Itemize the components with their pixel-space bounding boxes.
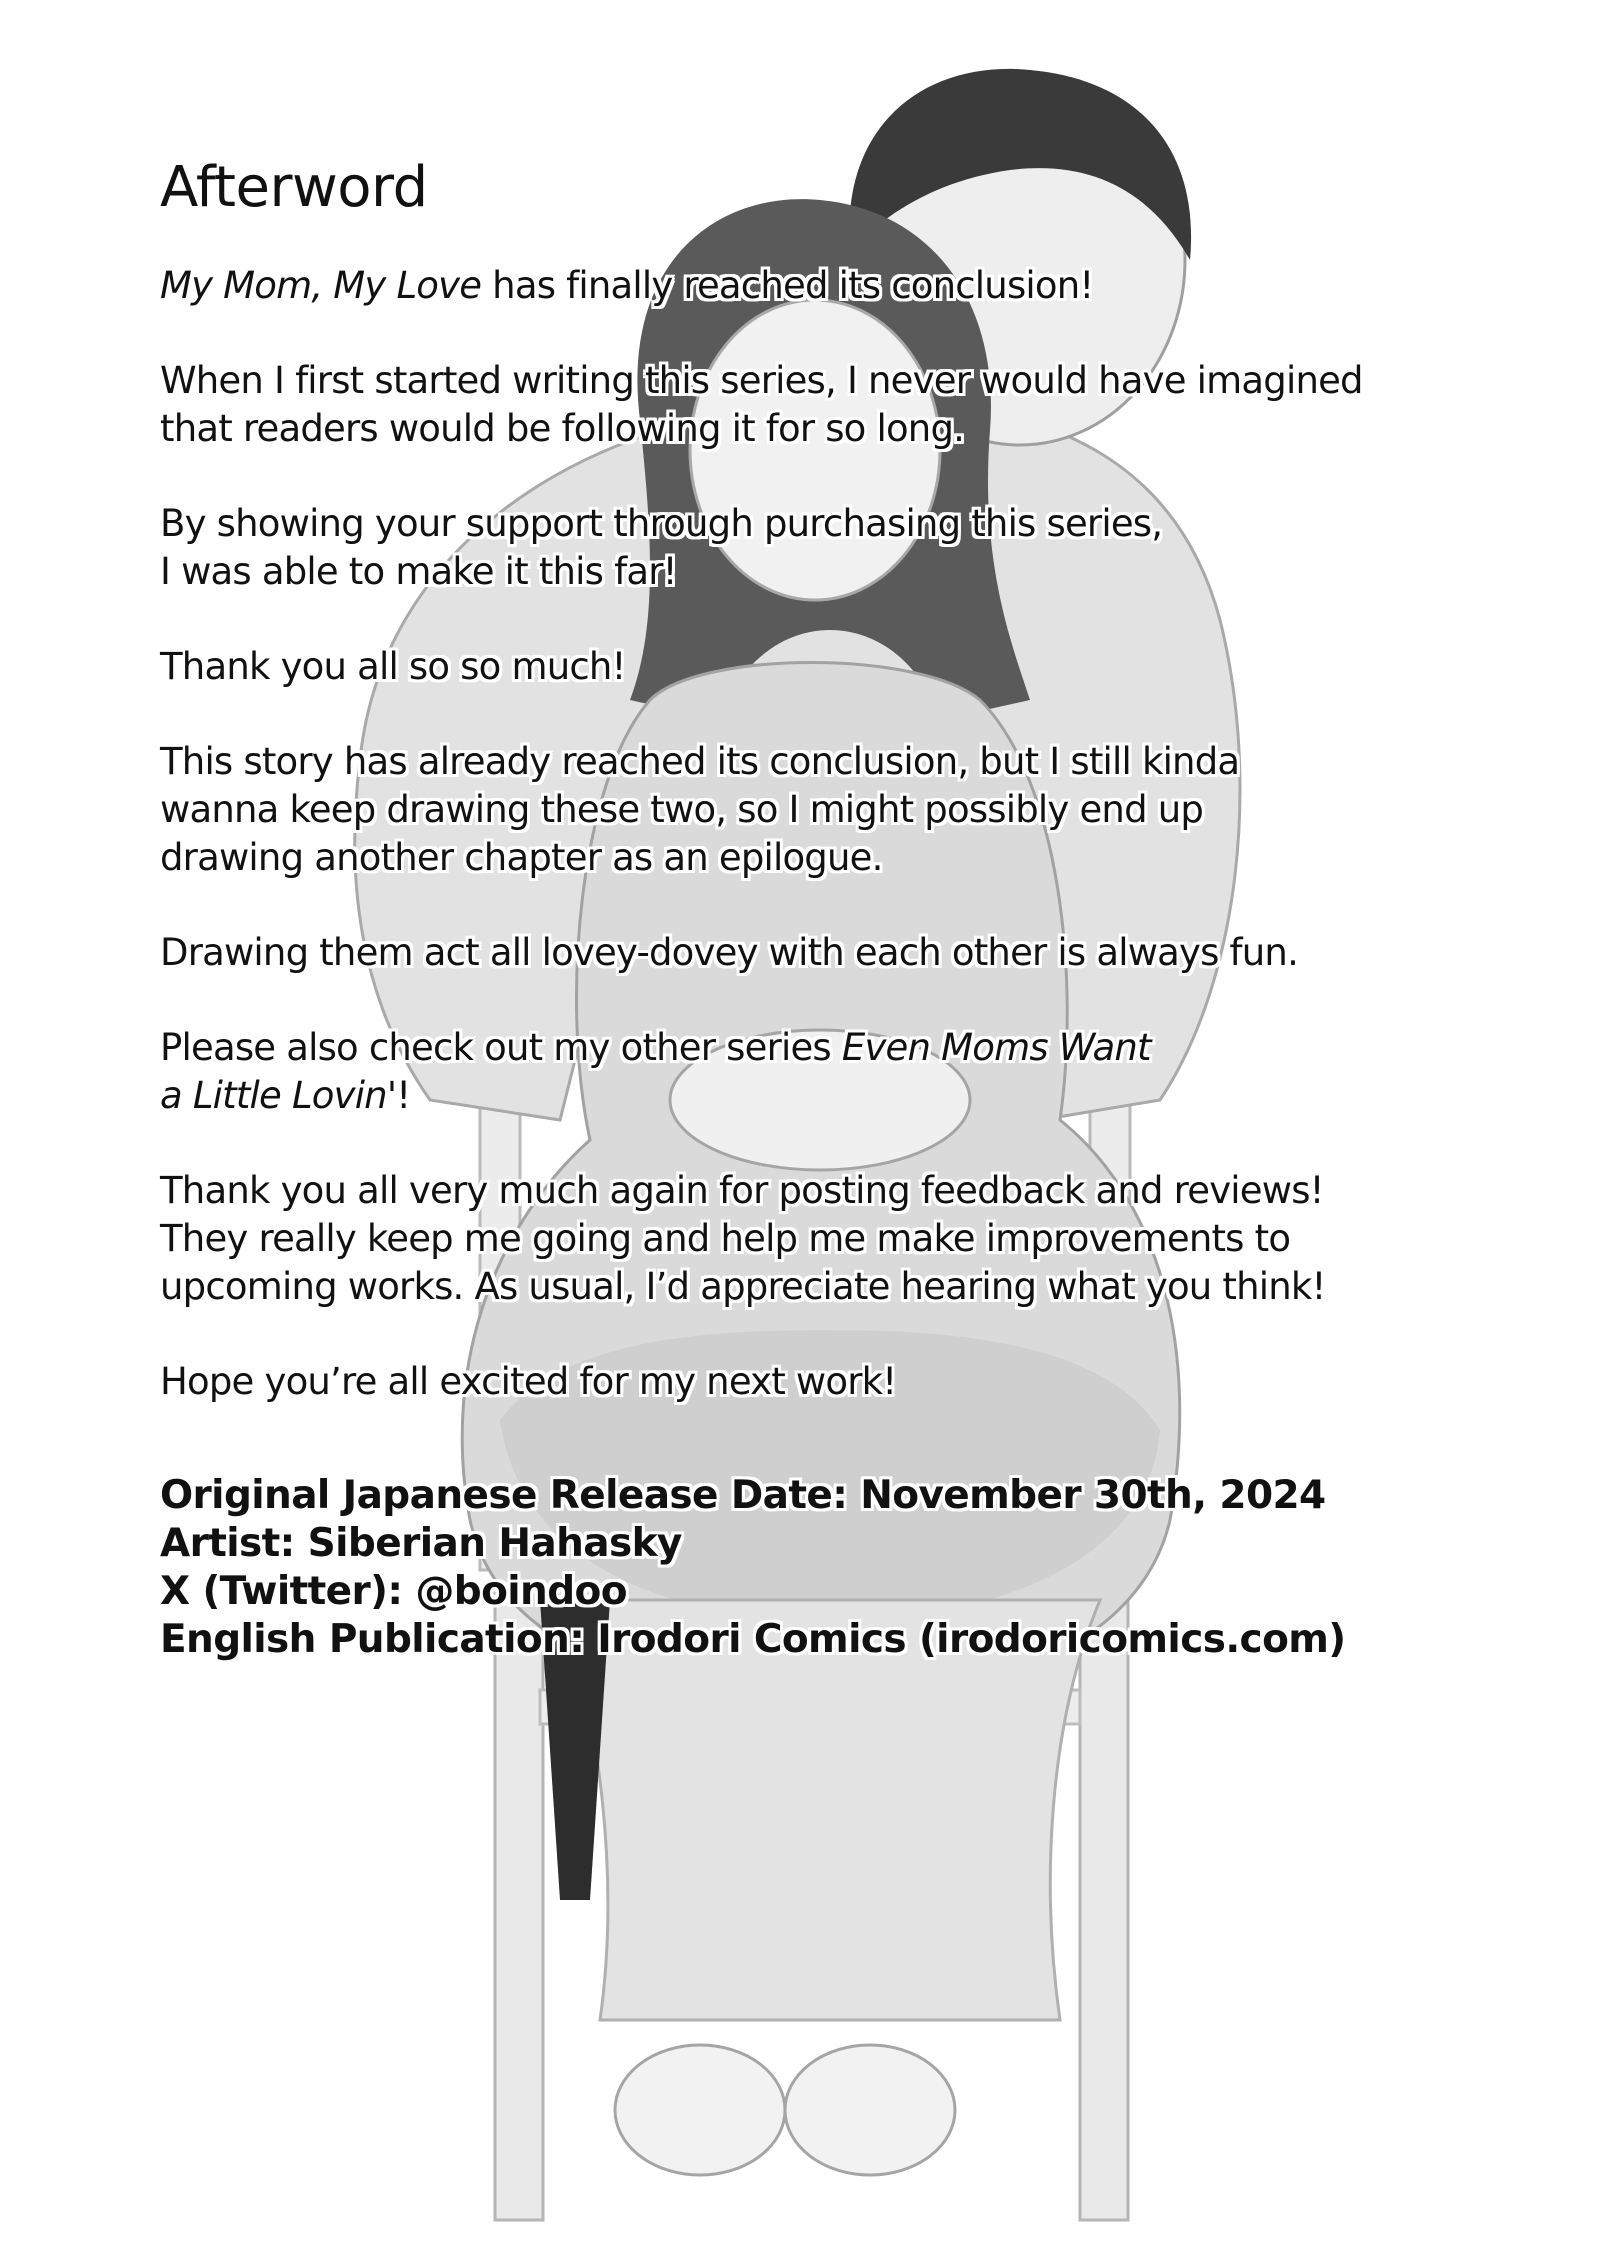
twitter-handle: X (Twitter): @boindoo — [160, 1569, 627, 1614]
paragraph-first-started: When I first started writing this series, I never would have imagined that readers would be following it for so long. — [160, 359, 1363, 450]
release-date: Original Japanese Release Date: November 30th, 2024 — [160, 1473, 1326, 1518]
paragraph-feedback: Thank you all very much again for posting feedback and reviews! They really keep me going and help me make improvements to upcoming works. As usual, I’d appreciate hearing what you think! — [160, 1169, 1326, 1308]
artist-credit: Artist: Siberian Hahasky — [160, 1521, 682, 1566]
other-series-title: Even Moms Want — [841, 1026, 1151, 1069]
paragraph-thanks: Thank you all so so much! — [160, 645, 626, 688]
credits-block — [160, 1472, 1500, 1664]
afterword-text — [160, 150, 1500, 1664]
paragraph-next-work: Hope you’re all excited for my next work! — [160, 1360, 897, 1403]
publication-credit: English Publication: Irodori Comics (irodoricomics.com) — [160, 1617, 1346, 1662]
right-foot — [785, 2045, 955, 2175]
paragraph-lovey-dovey: Drawing them act all lovey-dovey with each other is always fun. — [160, 931, 1299, 974]
series-title: My Mom, My Love — [160, 264, 482, 307]
paragraph-conclusion: My Mom, My Love has finally reached its conclusion! — [160, 264, 1094, 307]
paragraph-other-series: Please also check out my other series Even Moms Want a Little Lovin'! — [160, 1026, 1151, 1117]
left-foot — [615, 2045, 785, 2175]
afterword-heading: Afterword — [160, 155, 428, 220]
paragraph-support: By showing your support through purchasing this series, I was able to make it this far! — [160, 502, 1163, 593]
paragraph-epilogue: This story has already reached its conclusion, but I still kinda wanna keep drawing these two, so I might possibly end up drawing another chapter as an epilogue. — [160, 740, 1240, 879]
